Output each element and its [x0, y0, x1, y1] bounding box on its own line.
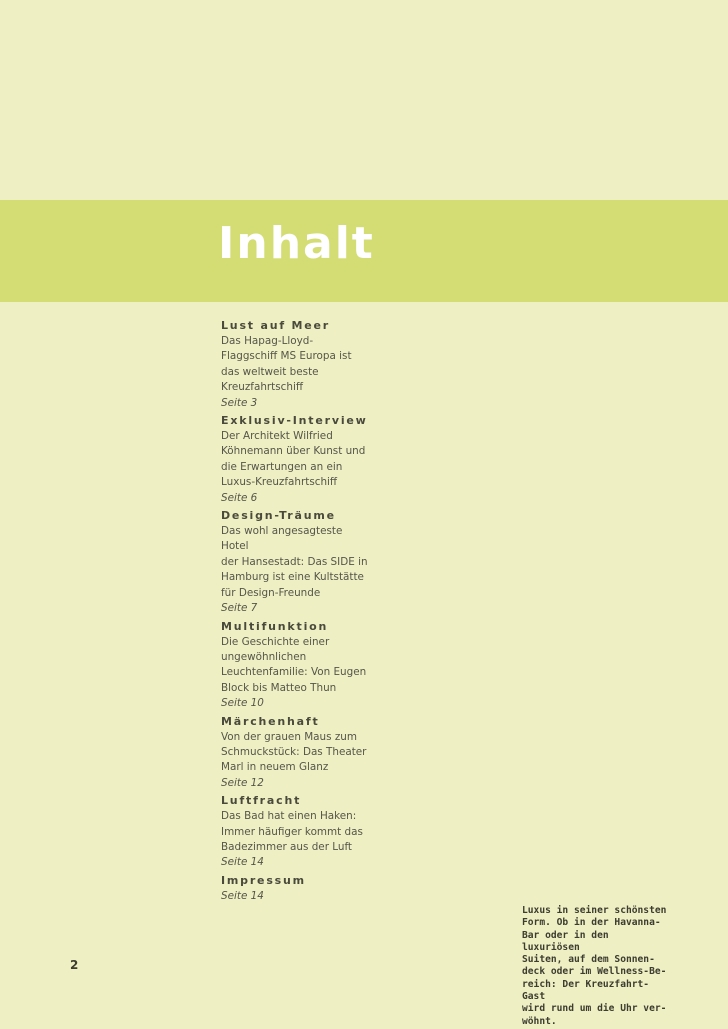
- page-title: Inhalt: [218, 218, 375, 269]
- toc-entry: [221, 413, 371, 506]
- toc-entry: [221, 714, 371, 792]
- toc-page-ref: Seite 14: [221, 856, 264, 869]
- toc-description: Das Hapag-Lloyd- Flaggschiff MS Europa ist das weltweit beste Kreuzfahrtschiff: [221, 335, 352, 394]
- toc-heading: Exklusiv-Interview: [221, 414, 368, 428]
- toc-entry: [221, 619, 371, 712]
- toc-entry: [221, 873, 371, 904]
- toc-entry: [221, 793, 371, 871]
- toc-heading: Lust auf Meer: [221, 319, 331, 332]
- toc-description: Der Architekt Wilfried Köhnemann über Kunst und die Erwartungen an ein Luxus-Kreuzfahrtschiff: [221, 430, 366, 489]
- toc-page-ref: Seite 10: [221, 697, 264, 710]
- toc-entry: [221, 508, 371, 616]
- toc-page-ref: Seite 6: [221, 491, 258, 504]
- toc-page-ref: Seite 3: [221, 396, 258, 409]
- toc-description: Die Geschichte einer ungewöhnlichen Leuchtenfamilie: Von Eugen Block bis Matteo Thun: [221, 635, 367, 694]
- toc-description: Das wohl angesagteste Hotel der Hansestadt: Das SIDE in Hamburg ist eine Kultstätte für Design-Freunde: [221, 525, 368, 599]
- toc-description: Das Bad hat einen Haken: Immer häufiger kommt das Badezimmer aus der Luft: [221, 810, 363, 853]
- toc-page-ref: Seite 12: [221, 776, 264, 789]
- toc-page-ref: Seite 14: [221, 889, 264, 902]
- toc-heading: Impressum: [221, 873, 306, 887]
- toc-description: Von der grauen Maus zum Schmuckstück: Das Theater Marl in neuem Glanz: [221, 730, 367, 774]
- toc-heading: Märchenhaft: [221, 714, 320, 728]
- toc-heading: Design-Träume: [221, 509, 336, 523]
- toc-entry: [221, 318, 371, 411]
- toc-page-ref: Seite 7: [221, 602, 258, 615]
- table-of-contents: [221, 318, 371, 906]
- image-caption: Luxus in seiner schönsten Form. Ob in der Havanna- Bar oder in den luxuriösen Suiten, auf dem Sonnen- deck oder im Wellness-Be- reich: Der Kreuzfahrt-Gast wird rund um die Uhr ver- wöhnt.: [522, 905, 667, 1027]
- toc-heading: Luftfracht: [221, 794, 302, 808]
- page-number: 2: [70, 958, 79, 972]
- toc-heading: Multifunktion: [221, 619, 329, 633]
